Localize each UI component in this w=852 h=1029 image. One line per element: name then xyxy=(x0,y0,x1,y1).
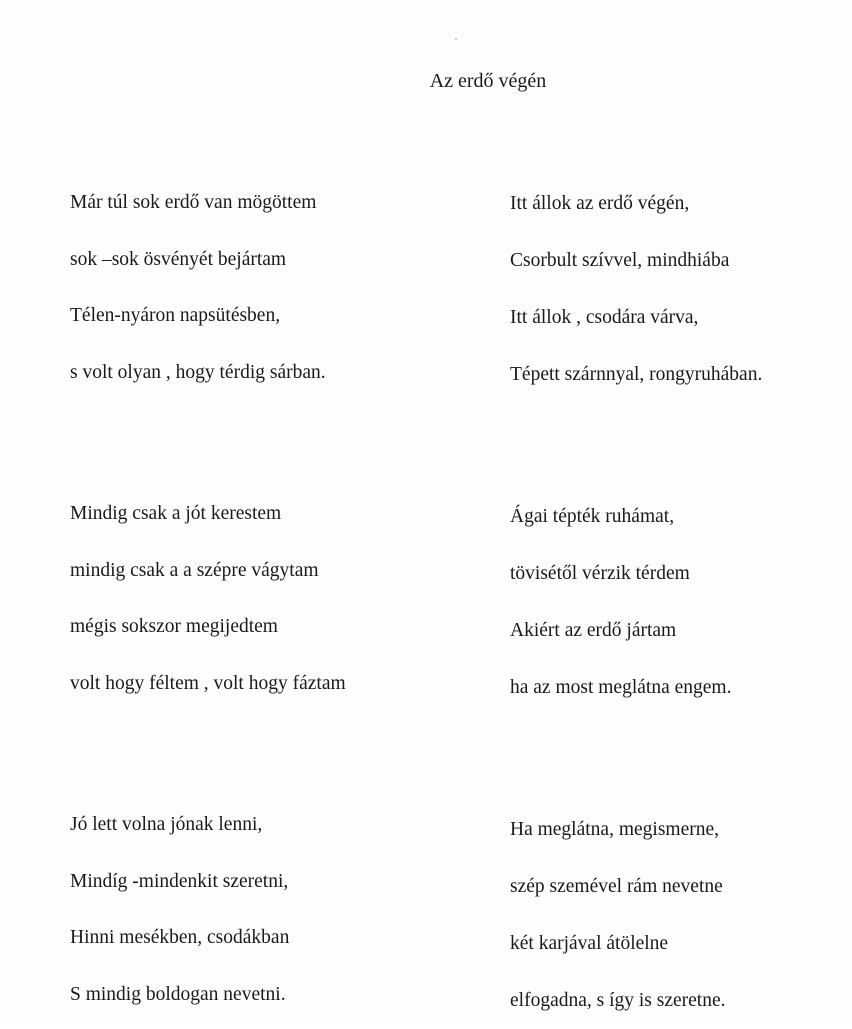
poem-line: Tépett szárnnyal, rongyruhában. xyxy=(510,364,763,385)
poem-line: Hinni mesékben, csodákban xyxy=(70,927,290,948)
stanza xyxy=(510,175,762,403)
poem-line: Itt állok az erdő végén, xyxy=(510,193,690,214)
stanza xyxy=(70,175,346,401)
poem-line: ha az most meglátna engem. xyxy=(510,677,732,698)
right-column xyxy=(510,175,762,1029)
poem-line: elfogadna, s így is szeretne. xyxy=(510,990,726,1011)
poem-line: Mindig csak a jót kerestem xyxy=(70,503,282,524)
paper-speck xyxy=(455,38,457,40)
poem-line: két karjával átölelne xyxy=(510,933,669,954)
poem-line: s volt olyan , hogy térdig sárban. xyxy=(70,361,326,383)
poem-line: Ágai tépték ruhámat, xyxy=(510,506,675,527)
stanza xyxy=(510,488,762,716)
poem-line: Mindíg -mindenkit szeretni, xyxy=(70,870,289,892)
poem-line: mindig csak a a szépre vágytam xyxy=(70,559,319,581)
poem-line: S mindig boldogan nevetni. xyxy=(70,983,286,1005)
poem-line: Akiért az erdő jártam xyxy=(510,620,677,641)
poem-line: sok –sok ösvényét bejártam xyxy=(70,248,287,270)
poem-line: Csorbult szívvel, mindhiába xyxy=(510,250,730,271)
poem-title: Az erdő végén xyxy=(429,70,547,92)
poem-line: Itt állok , csodára várva, xyxy=(510,307,699,328)
poem-line: szép szemével rám nevetne xyxy=(510,876,723,897)
poem-line: Télen-nyáron napsütésben, xyxy=(70,305,281,326)
poem-line: tövisétől vérzik térdem xyxy=(510,563,690,584)
poem-line: Ha meglátna, megismerne, xyxy=(510,819,720,840)
poem-line: mégis sokszor megijedtem xyxy=(70,616,278,637)
poem-line: Jó lett volna jónak lenni, xyxy=(70,814,263,835)
stanza xyxy=(70,797,346,1023)
poem-line: volt hogy féltem , volt hogy fáztam xyxy=(70,672,346,694)
poem-line: Már túl sok erdő van mögöttem xyxy=(70,192,317,213)
left-column xyxy=(70,175,346,1023)
stanza xyxy=(510,801,762,1029)
stanza xyxy=(70,486,346,712)
